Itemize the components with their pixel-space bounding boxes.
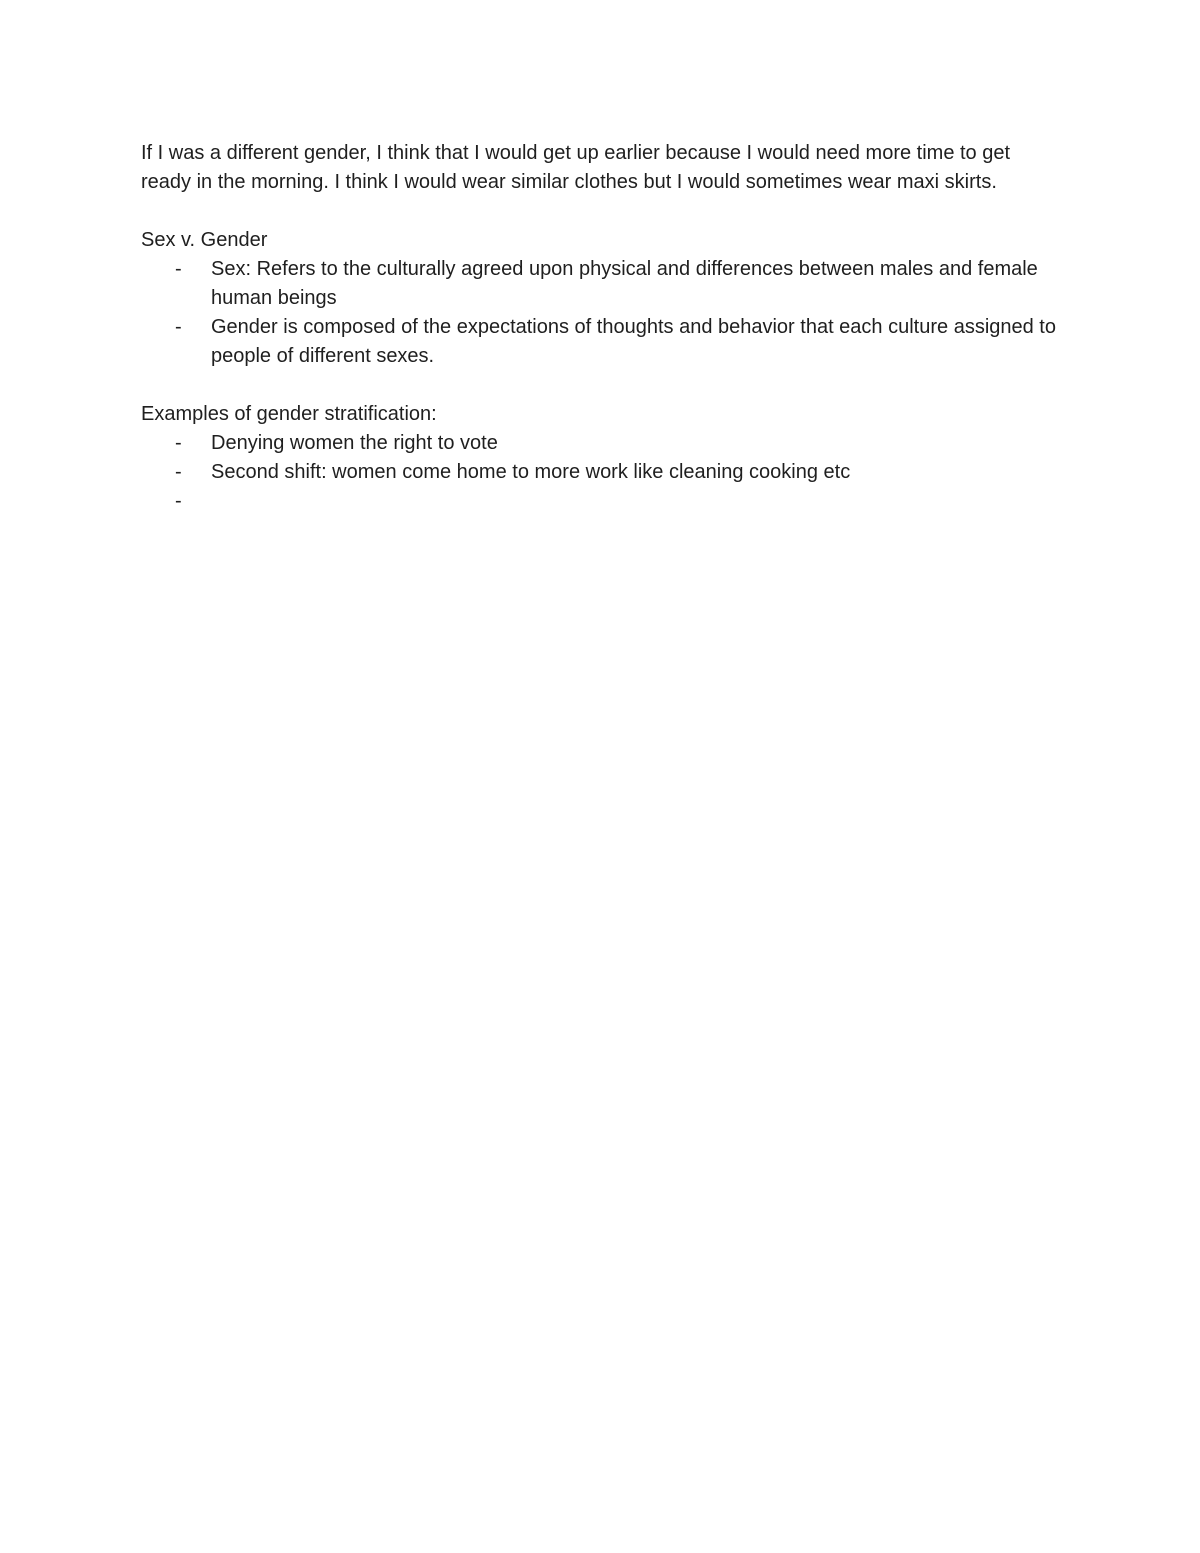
list-item [141,255,1061,313]
list-item-text: Second shift: women come home to more work like cleaning cooking etc [211,461,851,483]
section-heading-gender-stratification: Examples of gender stratification: [141,403,437,425]
dash-bullet: - [175,461,182,483]
list-item-text: Sex: Refers to the culturally agreed upon physical and differences between males and female human beings [211,258,1038,309]
list-item [141,313,1061,371]
dash-bullet: - [175,258,182,280]
list-item [141,429,1061,458]
list-item [141,458,1061,487]
sex-v-gender-list [141,255,1061,371]
section-heading-sex-v-gender: Sex v. Gender [141,229,268,251]
list-item-text [211,487,1061,516]
dash-bullet: - [175,490,182,512]
gender-stratification-list [141,429,1061,516]
list-item-text: Denying women the right to vote [211,432,498,454]
document-body [141,139,1061,545]
list-item [141,487,1061,516]
list-item-text: Gender is composed of the expectations of thoughts and behavior that each culture assigned to people of different sexes. [211,316,1056,367]
dash-bullet: - [175,316,182,338]
intro-paragraph: If I was a different gender, I think that I would get up earlier because I would need more time to get ready in the morning. I think I would wear similar clothes but I would sometimes wear maxi skirts. [141,142,1011,193]
dash-bullet: - [175,432,182,454]
